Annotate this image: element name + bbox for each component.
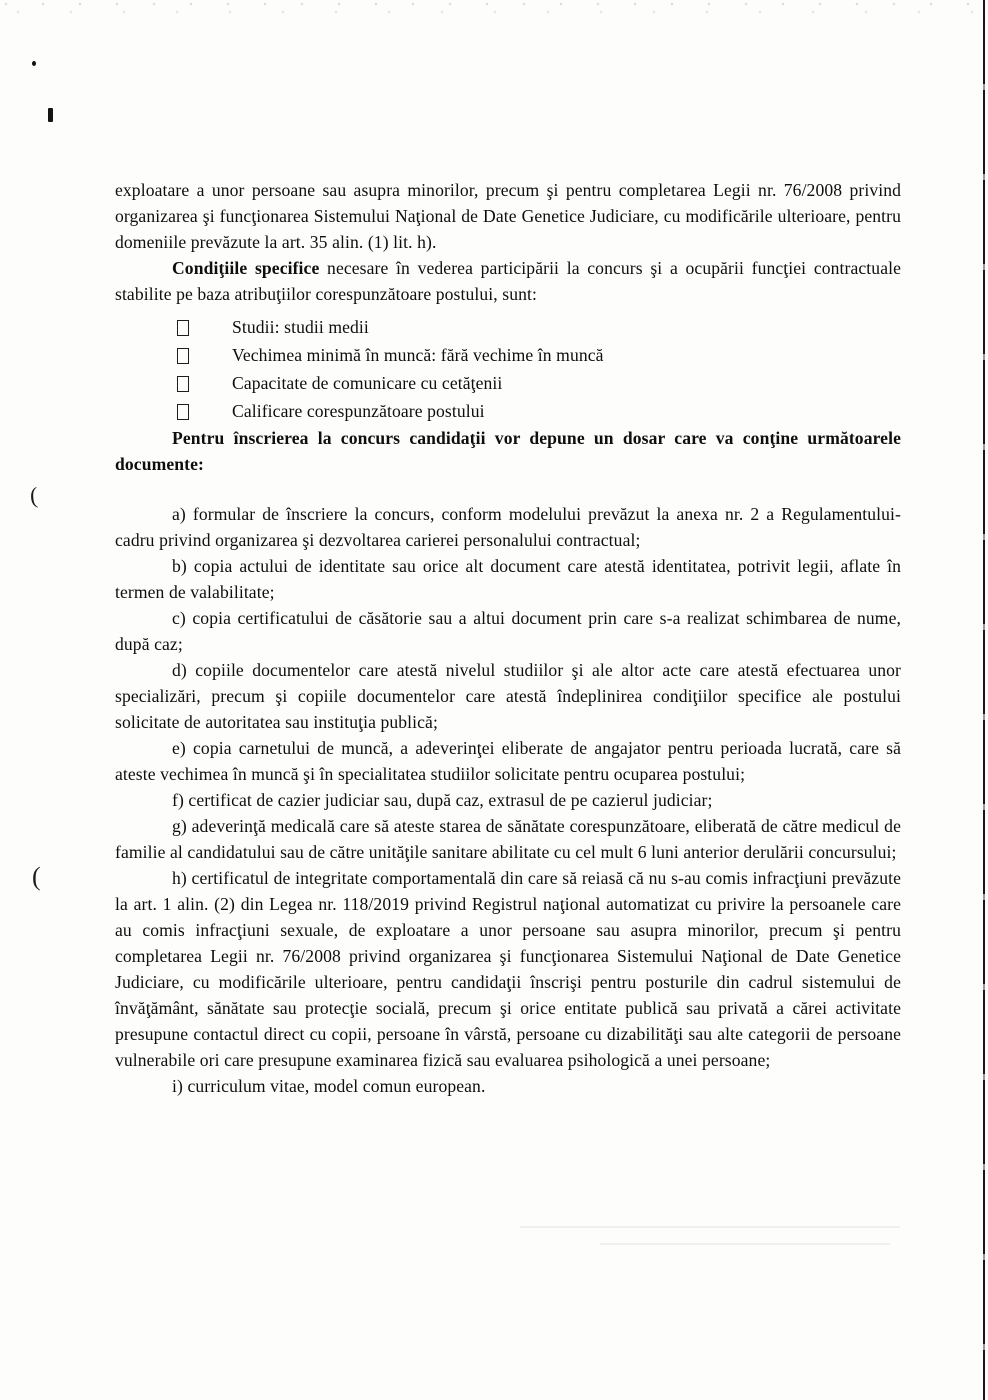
right-edge-scan-line [983,0,985,1400]
bullet-item [115,341,901,369]
scan-smudge [520,1226,900,1228]
document-item-b: b) copia actului de identitate sau orice alt document care atestă identitatea, potrivit legii, aflate în termen de valabilitate; [115,556,901,602]
bullet-item [115,313,901,341]
scan-noise-band [0,0,988,34]
documents-list [115,501,901,1099]
bullet-item-label: Studii: studii medii [232,317,369,337]
document-item-c: c) copia certificatului de căsătorie sau a altui document prin care s-a realizat schimbarea de nume, după caz; [115,608,901,654]
left-margin-parenthesis-mark: ( [32,862,41,891]
conditions-bullet-list [115,313,901,425]
bullet-item-label: Vechimea minimă în muncă: fără vechime în muncă [232,345,604,365]
checkbox-icon [177,348,189,364]
document-item-d: d) copiile documentelor care atestă nivelul studiilor şi ale altor acte care atestă efectuarea unor specializări, precum şi copiile documentelor care atestă îndeplinirea condiţiilor specifice ale postului solicitate de autoritatea sau instituţia publică; [115,660,901,732]
document-item-g: g) adeverinţă medicală care să ateste starea de sănătate corespunzătoare, eliberată de către medicul de familie al candidatului sau de către unităţile sanitare abilitate cu cel mult 6 luni anterior derulării concursului; [115,816,901,862]
checkbox-icon [177,320,189,336]
document-item-i: i) curriculum vitae, model comun european. [172,1076,486,1096]
left-margin-parenthesis-mark: ( [29,482,39,509]
scan-smudge [600,1243,890,1245]
page-content [115,177,901,1099]
intro-paragraph: exploatare a unor persoane sau asupra minorilor, precum şi pentru completarea Legii nr. 76/2008 privind organizarea şi funcţionarea Sistemului Naţional de Date Genetice Judiciare, cu modificările ulterioare, pentru domeniile prevăzute la art. 35 alin. (1) lit. h). [115,180,901,252]
scan-speck [32,61,36,66]
bullet-item [115,369,901,397]
scan-speck [48,108,53,122]
conditions-heading-rest: necesare în vederea participării la concurs şi a ocupării funcţiei contractuale stabilite pe baza atribuţiilor corespunzătoare postului, sunt: [115,258,901,304]
bullet-item-label: Capacitate de comunicare cu cetăţenii [232,373,503,393]
conditions-paragraph [115,255,901,307]
conditions-heading-bold: Condiţiile specifice [172,258,320,278]
document-item-a: a) formular de înscriere la concurs, conform modelului prevăzut la anexa nr. 2 a Regulamentului-cadru privind organizarea şi dezvoltarea carierei personalului contractual; [115,504,901,550]
checkbox-icon [177,376,189,392]
bullet-item [115,397,901,425]
document-item-f: f) certificat de cazier judiciar sau, după caz, extrasul de pe cazierul judiciar; [172,790,713,810]
checkbox-icon [177,404,189,420]
document-item-e: e) copia carnetului de muncă, a adeverinţei eliberate de angajator pentru perioada lucrată, care să ateste vechimea în muncă şi în specialitatea studiilor solicitate pentru ocuparea postului; [115,738,901,784]
bullet-item-label: Calificare corespunzătoare postului [232,401,485,421]
dossier-heading: Pentru înscrierea la concurs candidaţii vor depune un dosar care va conţine următoarele documente: [115,428,901,474]
document-item-h: h) certificatul de integritate comportamentală din care să reiasă că nu s-au comis infracţiuni prevăzute la art. 1 alin. (2) din Legea nr. 118/2019 privind Registrul naţional automatizat cu privire la persoanele care au comis infracţiuni sexuale, de exploatare a unor persoane sau asupra minorilor, precum şi pentru completarea Legii nr. 76/2008 privind organizarea şi funcţionarea Sistemului Naţional de Date Genetice Judiciare, cu modificările ulterioare, pentru candidaţii înscrişi pentru posturile din cadrul sistemului de învăţământ, sănătate sau protecţie socială, precum şi orice entitate publică sau privată a cărei activitate presupune contactul direct cu copii, persoane în vârstă, persoane cu dizabilităţi sau alte categorii de persoane vulnerabile ori care presupune examinarea fizică sau evaluarea psihologică a unei persoane; [115,868,901,1070]
